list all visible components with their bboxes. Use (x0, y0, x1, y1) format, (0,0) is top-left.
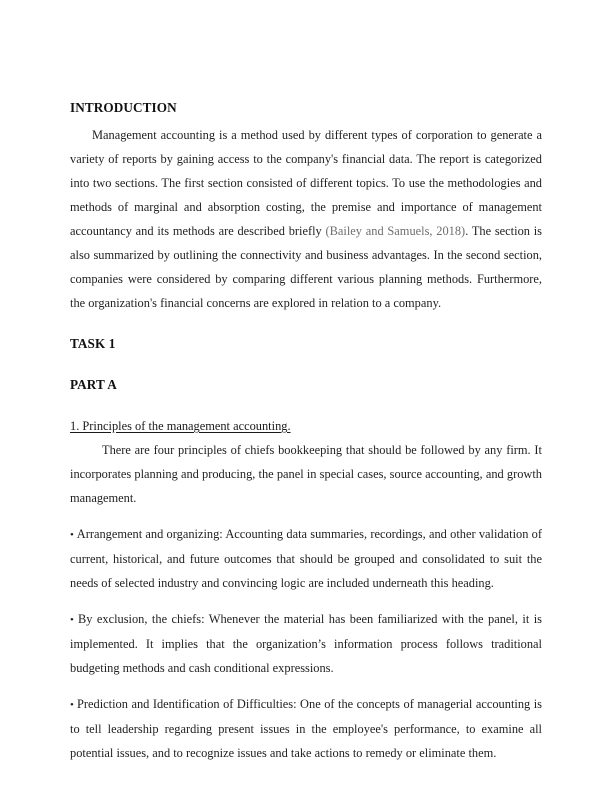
bullet-item-3 (70, 692, 542, 765)
bullet-point-icon: • (70, 614, 78, 626)
bullet-item-2-text: By exclusion, the chiefs: Whenever the material has been familiarized with the panel, it is implemented. It implies that the organization’s information process follows traditional budgeting methods and cash conditional expressions. (70, 612, 542, 675)
paragraph-introduction (70, 123, 542, 315)
heading-task-1: TASK 1 (70, 336, 116, 351)
bullet-item-2 (70, 607, 542, 680)
document-text-block (70, 96, 542, 765)
bullet-item-1-text: Arrangement and organizing: Accounting data summaries, recordings, and other validation of current, historical, and future outcomes that should be grouped and consolidated to suit the needs of selected industry and convincing logic are included underneath this heading. (70, 527, 542, 590)
intro-text-before-citation: Management accounting is a method used by different types of corporation to generate a variety of reports by gaining access to the company's financial data. The report is categorized into two sections. The first section consisted of different topics. To use the methodologies and methods of marginal and absorption costing, the premise and importance of management accountancy and its methods are described briefly (70, 128, 542, 238)
heading-introduction: INTRODUCTION (70, 100, 177, 115)
bullet-point-icon: • (70, 529, 77, 541)
intro-text-after-citation: . The section is also summarized by outlining the connectivity and business advantages. In the second section, companies were considered by comparing different various planning methods. Furthermore, the organization's financial concerns are explored in relation to a company. (70, 224, 542, 310)
citation-bailey-samuels-2018: (Bailey and Samuels, 2018) (325, 224, 466, 238)
subheading-principles (70, 414, 542, 438)
paragraph-principles-intro: There are four principles of chiefs bookkeeping that should be followed by any firm. It incorporates planning and producing, the panel in special cases, source accounting, and growth management. (70, 443, 542, 505)
bullet-item-1 (70, 522, 542, 595)
bullet-point-icon: • (70, 699, 78, 711)
bullet-item-3-text: Prediction and Identification of Difficulties: One of the concepts of managerial accounting is to tell leadership regarding present issues in the employee's performance, to examine all potential issues, and to recognize issues and take actions to remedy or eliminate them. (70, 697, 542, 760)
subheading-principles-label: 1. Principles of the management accounting. (70, 419, 291, 433)
heading-part-a: PART A (70, 377, 117, 392)
